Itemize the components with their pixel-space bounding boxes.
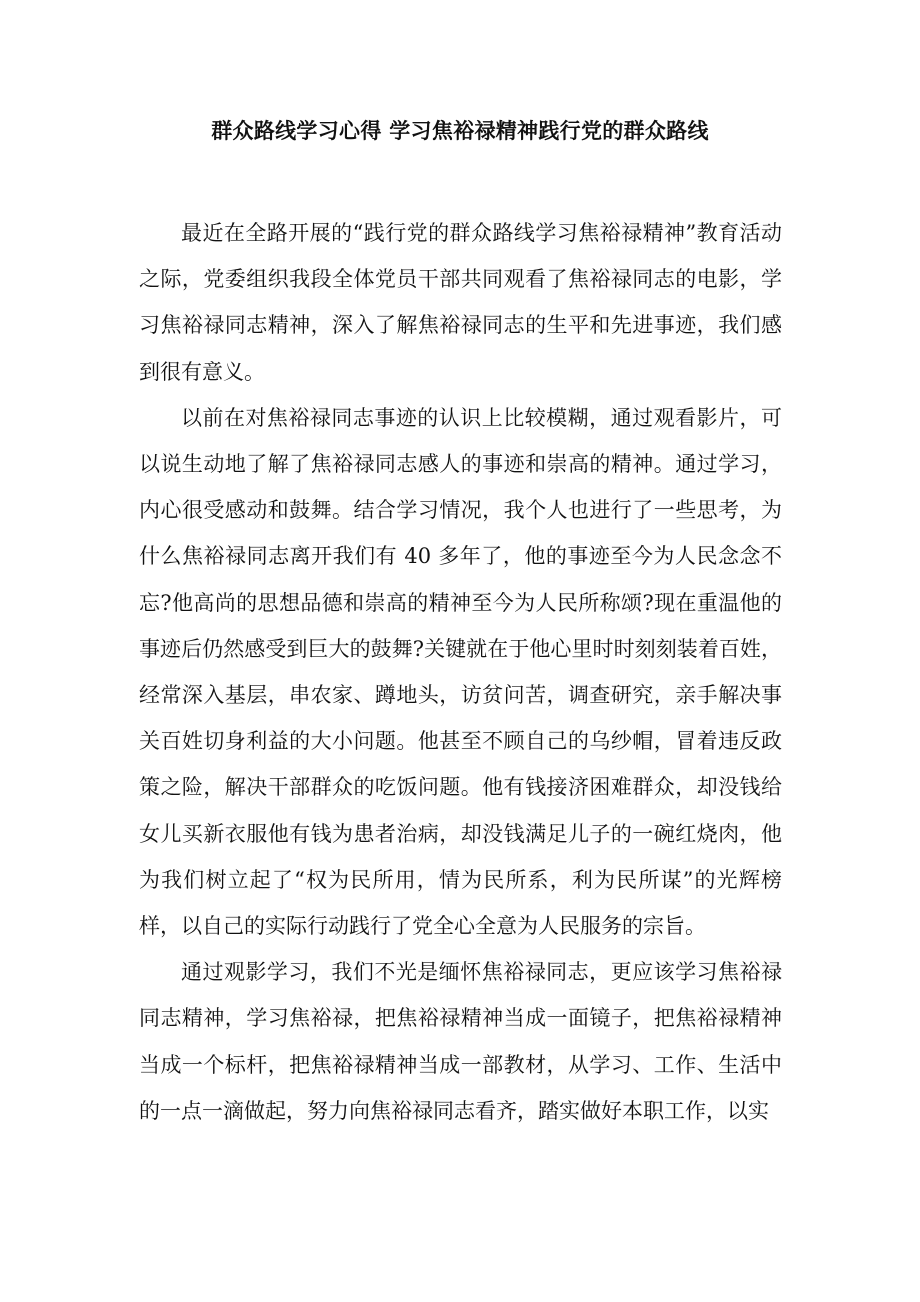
- document-body: [139, 210, 782, 1134]
- paragraph-1: 最近在全路开展的“践行党的群众路线学习焦裕禄精神”教育活动之际，党委组织我段全体党员干部共同观看了焦裕禄同志的电影，学习焦裕禄同志精神，深入了解焦裕禄同志的生平和先进事迹，我们感到很有意义。: [139, 221, 782, 384]
- document-title: 群众路线学习心得 学习焦裕禄精神践行党的群众路线: [211, 119, 709, 143]
- paragraph-2: 以前在对焦裕禄同志事迹的认识上比较模糊，通过观看影片，可以说生动地了解了焦裕禄同志感人的事迹和崇高的精神。通过学习，内心很受感动和鼓舞。结合学习情况，我个人也进行了一些思考，为什么焦裕禄同志离开我们有 40 多年了，他的事迹至今为人民念念不忘?他高尚的思想品德和崇高的精神至今为人民所称颂?现在重温他的事迹后仍然感受到巨大的鼓舞?关键就在于他心里时时刻刻装着百姓，经常深入基层，串农家、蹲地头，访贫问苦，调查研究，亲手解决事关百姓切身利益的大小问题。他甚至不顾自己的乌纱帽，冒着违反政策之险，解决干部群众的吃饭问题。他有钱接济困难群众，却没钱给女儿买新衣服他有钱为患者治病，却没钱满足儿子的一碗红烧肉，他为我们树立起了“权为民所用，情为民所系，利为民所谋”的光辉榜样，以自己的实际行动践行了党全心全意为人民服务的宗旨。: [139, 405, 782, 939]
- paragraph-3: 通过观影学习，我们不光是缅怀焦裕禄同志，更应该学习焦裕禄同志精神，学习焦裕禄，把焦裕禄精神当成一面镜子，把焦裕禄精神当成一个标杆，把焦裕禄精神当成一部教材，从学习、工作、生活中的一点一滴做起，努力向焦裕禄同志看齐，踏实做好本职工作，以实: [139, 960, 782, 1123]
